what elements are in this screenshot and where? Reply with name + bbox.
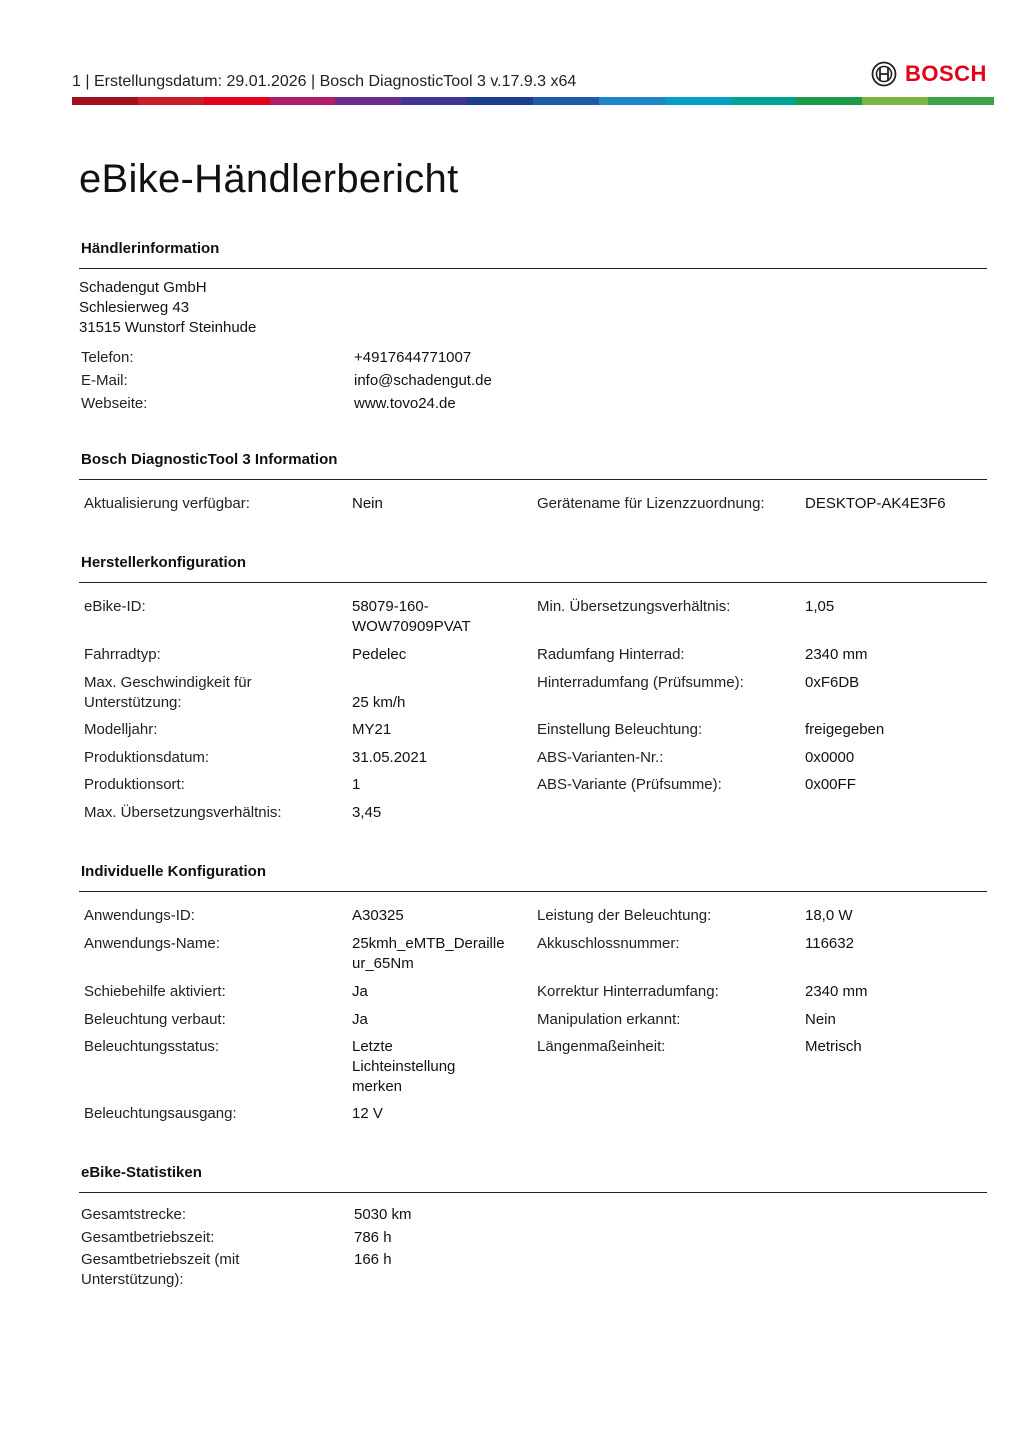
field-value: 12 V — [352, 1105, 383, 1122]
section-divider — [79, 582, 987, 583]
field-value: freigegeben — [805, 721, 885, 738]
field-label: Manipulation erkannt: — [537, 1011, 681, 1028]
color-bar-segment — [335, 97, 401, 105]
section-title-stats: eBike-Statistiken — [81, 1164, 202, 1181]
field-label: Einstellung Beleuchtung: — [537, 721, 703, 738]
field-value: A30325 — [352, 907, 404, 924]
contact-value-email: info@schadengut.de — [354, 372, 492, 389]
field-label: Min. Übersetzungsverhältnis: — [537, 598, 731, 615]
field-value: Letzte Lichteinstellung merken — [352, 1038, 456, 1095]
field-value: 2340 mm — [805, 983, 868, 1000]
field-value: 3,45 — [352, 804, 382, 821]
field-label: Gesamtbetriebszeit: — [81, 1229, 215, 1246]
section-divider — [79, 1192, 987, 1193]
field-label: Gerätename für Lizenzzuordnung: — [537, 495, 765, 512]
contact-label-phone: Telefon: — [81, 349, 134, 366]
contact-value-phone: +4917644771007 — [354, 349, 472, 366]
field-label: Schiebehilfe aktiviert: — [84, 983, 226, 1000]
color-bar-segment — [72, 97, 138, 105]
section-divider — [79, 268, 987, 269]
field-label: Max. Übersetzungsverhältnis: — [84, 804, 282, 821]
field-label: Gesamtbetriebszeit (mit Unterstützung): — [81, 1251, 240, 1288]
bosch-armature-icon — [871, 61, 897, 87]
page-title: eBike-Händlerbericht — [79, 157, 459, 201]
section-title-tool: Bosch DiagnosticTool 3 Information — [81, 451, 338, 468]
field-value: 1,05 — [805, 598, 835, 615]
dealer-street: Schlesierweg 43 — [79, 299, 190, 316]
section-divider — [79, 891, 987, 892]
header-info: 1 | Erstellungsdatum: 29.01.2026 | Bosch DiagnosticTool 3 v.17.9.3 x64 — [72, 73, 577, 90]
field-label: Produktionsort: — [84, 776, 185, 793]
field-label: Längenmaßeinheit: — [537, 1038, 666, 1055]
field-label: Fahrradtyp: — [84, 646, 161, 663]
contact-label-email: E-Mail: — [81, 372, 128, 389]
field-value: 25kmh_eMTB_Deraille ur_65Nm — [352, 935, 505, 972]
field-label: Radumfang Hinterrad: — [537, 646, 685, 663]
dealer-name: Schadengut GmbH — [79, 279, 207, 296]
color-bar-segment — [862, 97, 928, 105]
field-label: ABS-Varianten-Nr.: — [537, 749, 664, 766]
field-value: 0x00FF — [805, 776, 856, 793]
field-label: Hinterradumfang (Prüfsumme): — [537, 674, 744, 691]
field-label: ABS-Variante (Prüfsumme): — [537, 776, 722, 793]
field-label: Korrektur Hinterradumfang: — [537, 983, 719, 1000]
contact-label-website: Webseite: — [81, 395, 148, 412]
color-bar-segment — [138, 97, 204, 105]
field-value: 166 h — [354, 1251, 392, 1268]
bosch-wordmark: BOSCH — [905, 61, 987, 86]
field-value: 31.05.2021 — [352, 749, 428, 766]
field-value: Metrisch — [805, 1038, 862, 1055]
field-value: 1 — [352, 776, 361, 793]
section-title-dealer: Händlerinformation — [81, 240, 220, 257]
field-value: Ja — [352, 983, 368, 1000]
dealer-city: 31515 Wunstorf Steinhude — [79, 319, 257, 336]
section-title-individual: Individuelle Konfiguration — [81, 863, 266, 880]
field-label: Modelljahr: — [84, 721, 158, 738]
field-value: Nein — [352, 495, 383, 512]
section-divider — [79, 479, 987, 480]
field-value: Pedelec — [352, 646, 407, 663]
field-value: MY21 — [352, 721, 392, 738]
field-label: Aktualisierung verfügbar: — [84, 495, 250, 512]
section-title-manufacturer: Herstellerkonfiguration — [81, 554, 247, 571]
field-label: Gesamtstrecke: — [81, 1206, 187, 1223]
field-value: 58079-160- WOW70909PVAT — [352, 598, 471, 635]
contact-value-website: www.tovo24.de — [354, 395, 456, 412]
field-label: Leistung der Beleuchtung: — [537, 907, 712, 924]
field-label: Anwendungs-Name: — [84, 935, 220, 952]
field-value: 0x0000 — [805, 749, 855, 766]
field-value: 25 km/h — [352, 694, 406, 711]
field-value: Ja — [352, 1011, 368, 1028]
color-bar-segment — [599, 97, 665, 105]
color-bar-segment — [796, 97, 862, 105]
field-label: Beleuchtungsstatus: — [84, 1038, 220, 1055]
brand-color-bar — [72, 97, 994, 105]
color-bar-segment — [401, 97, 467, 105]
field-value: 0xF6DB — [805, 674, 860, 691]
color-bar-segment — [467, 97, 533, 105]
field-label: Akkuschlossnummer: — [537, 935, 680, 952]
bosch-logo — [871, 59, 987, 89]
field-value: 18,0 W — [805, 907, 853, 924]
color-bar-segment — [665, 97, 731, 105]
field-label: Max. Geschwindigkeit für Unterstützung: — [84, 674, 252, 711]
field-label: eBike-ID: — [84, 598, 146, 615]
field-value: 5030 km — [354, 1206, 412, 1223]
color-bar-segment — [533, 97, 599, 105]
color-bar-segment — [204, 97, 270, 105]
field-label: Produktionsdatum: — [84, 749, 210, 766]
field-value: 2340 mm — [805, 646, 868, 663]
field-value: DESKTOP-AK4E3F6 — [805, 495, 946, 512]
field-value: 116632 — [805, 935, 854, 952]
field-label: Beleuchtung verbaut: — [84, 1011, 226, 1028]
color-bar-segment — [731, 97, 797, 105]
field-label: Anwendungs-ID: — [84, 907, 195, 924]
color-bar-segment — [270, 97, 336, 105]
color-bar-segment — [928, 97, 994, 105]
field-value: 786 h — [354, 1229, 392, 1246]
field-label: Beleuchtungsausgang: — [84, 1105, 237, 1122]
field-value: Nein — [805, 1011, 836, 1028]
